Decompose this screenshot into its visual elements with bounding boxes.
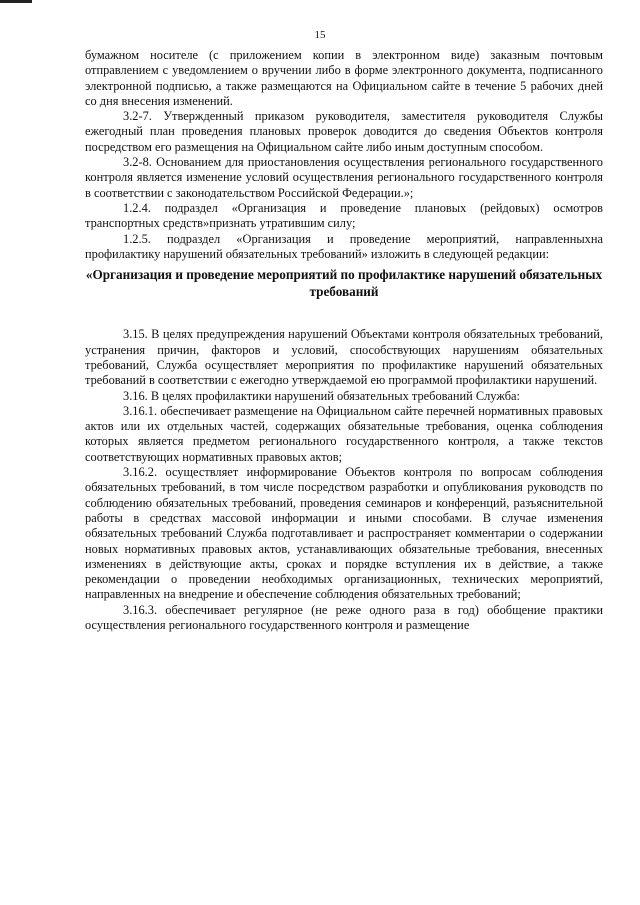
paragraph-3-16-2: 3.16.2. осуществляет информирование Объектов контроля по вопросам соблюдения обязательных требований, в том числе посредством разработки и опубликования руководств по соблюдению обязательных требований, проведения семинаров и конференций, разъяснительной работы в средствах массовой информации и иными способами. В случае изменения обязательных требований Служба подготавливает и распространяет комментарии о содержании новых нормативных правовых актов, устанавливающих обязательные требования, внесенных изменениях в действующие акты, сроках и порядке вступления их в действие, а также рекомендации о проведении необходимых организационных, технических мероприятий, направленных на внедрение и обеспечение соблюдения обязательных требований; [85,465,603,602]
page-number: 15 [314,29,326,41]
section-spacer [85,300,603,327]
paragraph-3-16-3: 3.16.3. обеспечивает регулярное (не реже одного раза в год) обобщение практики осуществления регионального государственного контроля и размещение [85,602,603,632]
document-body [85,48,603,633]
paragraph-1-2-4: 1.2.4. подраздел «Организация и проведение плановых (рейдовых) осмотров транспортных средств»признать утратившим силу; [85,200,603,231]
section-heading: «Организация и проведение мероприятий по профилактике нарушений обязательных требований [85,267,603,299]
scan-corner-mark [0,0,32,3]
paragraph-continuation: бумажном носителе (с приложением копии в электронном виде) заказным почтовым отправлением с уведомлением о вручении либо в форме электронного документа, подписанного электронной подписью, а также размещаются на Официальном сайте в течение 5 рабочих дней со дня внесения изменений. [85,48,603,108]
paragraph-3-15: 3.15. В целях предупреждения нарушений Объектами контроля обязательных требований, устранения причин, факторов и условий, способствующих нарушениям обязательных требований, Служба осуществляет мероприятия по профилактике нарушений обязательных требований в соответствии с ежегодно утверждаемой ею программой профилактики нарушений. [85,327,603,388]
paragraph-3-2-8: 3.2-8. Основанием для приостановления осуществления регионального государственного контроля является изменение условий осуществления регионального государственного контроля в соответствии с законодательством Российской Федерации.»; [85,155,603,200]
paragraph-3-16-1: 3.16.1. обеспечивает размещение на Официальном сайте перечней нормативных правовых актов или их отдельных частей, содержащих обязательные требования, оценка соблюдения которых является предметом регионального государственного контроля, а также текстов соответствующих нормативных правовых актов; [85,403,603,464]
paragraph-3-16: 3.16. В целях профилактики нарушений обязательных требований Служба: [123,388,520,403]
paragraph-1-2-5: 1.2.5. подраздел «Организация и проведение мероприятий, направленныхна профилактику нарушений обязательных требований» изложить в следующей редакции: [85,231,603,261]
paragraph-3-2-7: 3.2-7. Утвержденный приказом руководителя, заместителя руководителя Службы ежегодный план проведения плановых проверок доводится до сведения Объектов контроля посредством его размещения на Официальном сайте либо иным доступным способом. [85,109,603,154]
